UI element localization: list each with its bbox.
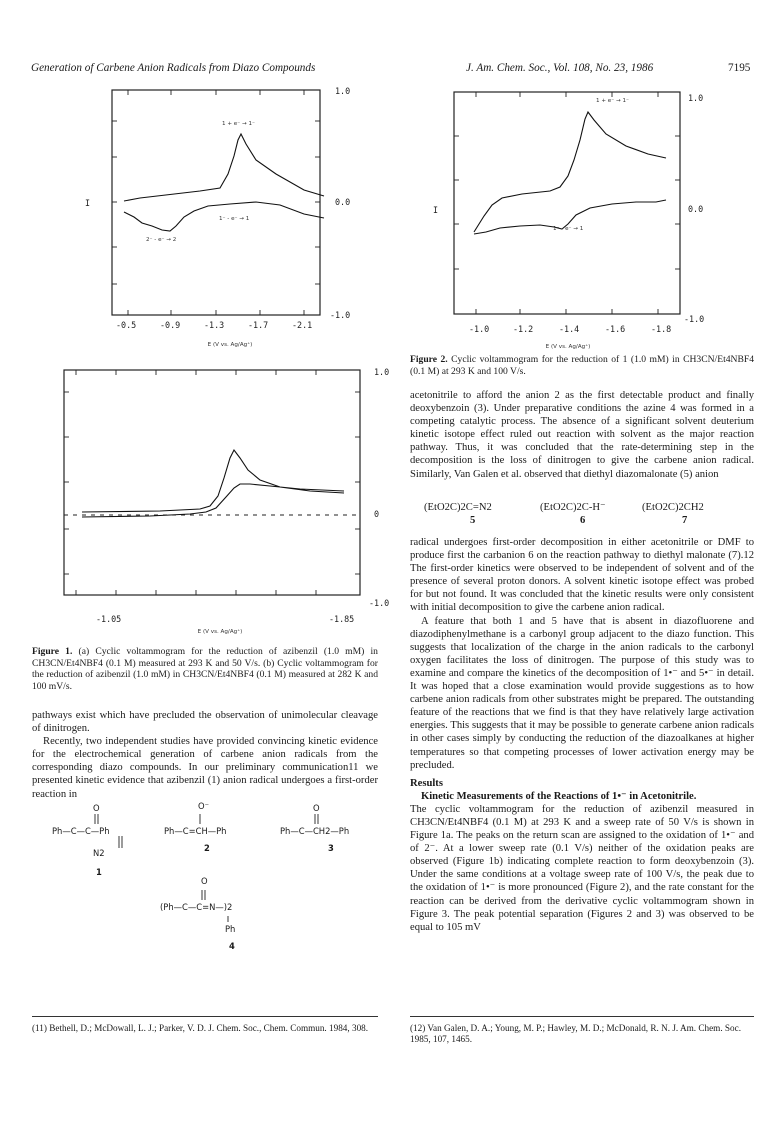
x-tick: -1.85	[329, 614, 355, 624]
journal-citation: J. Am. Chem. Soc., Vol. 108, No. 23, 1986	[466, 62, 654, 74]
x-tick: -1.7	[248, 320, 269, 330]
paragraph: The cyclic voltammogram for the reduction of azibenzil measured in CH3CN/Et4NBF4 (0.1 M) at 293 K and a sweep rate of 50 V/s is shown in Figure 1a. The peaks on the return scan are assigned to the oxidation of 1•⁻ and of 2⁻. At a lower sweep rate (0.1 V/s) neither of the oxidation peaks are observed (Figure 1b) indicating complete reaction to form deoxybenzoin (3). Under the same conditions at a voltage sweep rate of 100 V/s, the peak due to the oxidation of 1•⁻ is more pronounced (Figure 2), and the rate constant for the reaction can be derived from the derivative cyclic voltammogram shown in Figure 3. The peak potential separation (Figures 2 and 3) was observed to be equal to 105 mV	[410, 803, 754, 933]
y-tick-mid: 0.0	[335, 197, 351, 207]
caption-text: Cyclic voltammogram for the reduction of 1 (1.0 mM) in CH3CN/Et4NBF4 (0.1 M) at 293 K and 100 V/s.	[410, 354, 754, 377]
right-column-text-top	[410, 389, 754, 481]
y-tick-mid: 0	[374, 509, 380, 519]
structure-label: O	[201, 876, 208, 886]
paragraph: A feature that both 1 and 5 have that is absent in diazofluorene and diazodiphenylmethane is a carbonyl group adjacent to the diazo function. This suggests that localization of the charge in the anion radicals to the carbonyl oxygen facilitates the loss of dinitrogen. The purpose of this study was to examine and compare the kinetics of the decomposition of 1•⁻ and 5•⁻ in detail. It was hoped that a close examination would provide suggestions as to how carbene anion radicals from other substrates might be prepared. The outstanding feature of the reactions that we find is that they have relatively large activation energies. This suggests that it may be possible to generate carbene anion radicals in other cases simply by conducting the reduction of the diazoalkanes at higher temperatures so that competing processes of lower activation energy may be precluded.	[410, 615, 754, 771]
y-tick-top: 1.0	[374, 367, 390, 377]
y-axis-label: I	[85, 198, 91, 208]
compound-number: 5	[470, 515, 476, 526]
compound-7: (EtO2C)2CH2	[642, 502, 704, 513]
x-tick: -1.4	[559, 324, 580, 334]
structure-label: Ph	[225, 924, 236, 934]
x-tick: -0.9	[160, 320, 181, 330]
structure-3: Ph—C—CH2—Ph	[280, 826, 350, 836]
y-tick-top: 1.0	[688, 93, 704, 103]
plot-frame	[454, 92, 680, 314]
x-tick: -1.8	[651, 324, 672, 334]
annotation: 1 + e⁻ → 1⁻	[222, 121, 255, 127]
structure-label: O⁻	[198, 801, 210, 811]
subsection-heading: Kinetic Measurements of the Reactions of 1•⁻ in Acetonitrile.	[421, 790, 697, 802]
compound-number: 7	[682, 515, 688, 526]
right-column-text-bottom	[410, 536, 754, 934]
running-title: Generation of Carbene Anion Radicals from Diazo Compounds	[31, 62, 316, 74]
footnote-11: (11) Bethell, D.; McDowall, L. J.; Parker, V. D. J. Chem. Soc., Chem. Commun. 1984, 308.	[32, 1023, 369, 1033]
x-tick: -1.0	[469, 324, 490, 334]
y-tick-bottom: -1.0	[330, 310, 351, 320]
x-axis-label: E (V vs. Ag/Ag⁺)	[207, 342, 253, 348]
compound-5: (EtO2C)2C=N2	[424, 502, 492, 513]
caption-label: Figure 1.	[32, 646, 73, 657]
structure-label: O	[313, 803, 320, 813]
compound-number: 6	[580, 515, 586, 526]
paragraph: Recently, two independent studies have provided convincing kinetic evidence for the electrochemical generation of carbene anion radicals from the corresponding diazo compounds. In our preliminary communication11 we presented kinetic evidence that azibenzil (1) anion radical undergoes a first-order reaction in	[32, 736, 378, 800]
plot-frame	[112, 90, 320, 315]
figure-1b-plot	[60, 362, 390, 607]
paragraph: radical undergoes first-order decomposition in either acetonitrile or DMF to produce first the carbanion 6 on the reaction pathway to diethyl malonate (7).12 The first-order kinetics were observed to be independent of solvent and of the presence of several proton donors. A solvent kinetic isotope effect was probed for but not found. It was concluded that the kinetic results were only consistent with initial decomposition to give the carbene anion radical.	[410, 537, 754, 614]
y-tick-mid: 0.0	[688, 204, 704, 214]
x-tick: -2.1	[292, 320, 313, 330]
y-axis-label: I	[433, 205, 439, 215]
section-heading: Results	[410, 777, 443, 789]
footnote-rule	[32, 1016, 378, 1017]
footnote-rule	[410, 1016, 754, 1017]
paragraph: acetonitrile to afford the anion 2 as the first detectable product and finally deoxybenzoin (3). Under preparative conditions the azine 4 was formed in a competing catalytic process. The absence of a significant solvent deuterium kinetic isotope effect ruled out reaction with solvent as the major reaction pathway. Thus, it was concluded that the rate-determining step in the decomposition is the loss of dinitrogen to give the carbene anion radical. Similarly, Van Galen et al. observed that diethyl diazomalonate (5) anion	[410, 390, 754, 480]
structure-label: N2	[93, 848, 105, 858]
y-tick-top: 1.0	[335, 86, 351, 96]
figure-2-caption	[410, 354, 754, 377]
compound-number: 1	[96, 867, 102, 877]
paragraph	[410, 790, 754, 803]
left-column-text	[32, 709, 378, 801]
caption-text: (a) Cyclic voltammogram for the reduction of azibenzil (1.0 mM) in CH3CN/Et4NBF4 (0.1 M) measured at 293 K and 50 V/s. (b) Cyclic voltammogram for the reduction of azibenzil (1.0 mM) in CH3CN/Et4NBF4 (0.1 M) measured at 282 K and 100 mV/s.	[32, 646, 378, 692]
compound-6: (EtO2C)2C-H⁻	[540, 502, 606, 513]
x-tick: -1.05	[96, 614, 122, 624]
plot-frame	[64, 370, 360, 595]
structure-2: Ph—C=CH—Ph	[164, 826, 227, 836]
annotation: 1⁻ - e⁻ → 1	[553, 226, 584, 232]
footnote-12: (12) Van Galen, D. A.; Young, M. P.; Hawley, M. D.; McDonald, R. N. J. Am. Chem. Soc. 1985, 107, 1465.	[410, 1023, 741, 1045]
x-axis-label: E (V vs. Ag/Ag⁺)	[545, 344, 591, 350]
x-tick: -0.5	[116, 320, 137, 330]
x-tick: -1.3	[204, 320, 225, 330]
voltammogram-curve	[82, 450, 344, 517]
paragraph: pathways exist which have precluded the observation of unimolecular cleavage of dinitrogen.	[32, 710, 378, 735]
caption-label: Figure 2.	[410, 354, 448, 365]
compound-number: 4	[229, 941, 235, 951]
structure-1: Ph—C—C—Ph	[52, 826, 110, 836]
annotation: 2⁻ - e⁻ → 2	[146, 237, 177, 243]
x-tick: -1.2	[513, 324, 534, 334]
y-tick-bottom: -1.0	[684, 314, 705, 324]
figure-1-caption	[32, 646, 378, 692]
page-number: 7195	[728, 62, 751, 74]
x-axis-label: E (V vs. Ag/Ag⁺)	[197, 629, 243, 635]
x-tick: -1.6	[605, 324, 626, 334]
y-tick-bottom: -1.0	[369, 598, 390, 608]
compound-number: 3	[328, 843, 334, 853]
compound-number: 2	[204, 843, 210, 853]
structure-4: (Ph—C—C=N—)2	[160, 902, 233, 912]
annotation: 1⁻ - e⁻ → 1	[219, 216, 250, 222]
structure-label: O	[93, 803, 100, 813]
voltammogram-curve	[474, 112, 666, 234]
annotation: 1 + e⁻ → 1⁻	[596, 98, 629, 104]
